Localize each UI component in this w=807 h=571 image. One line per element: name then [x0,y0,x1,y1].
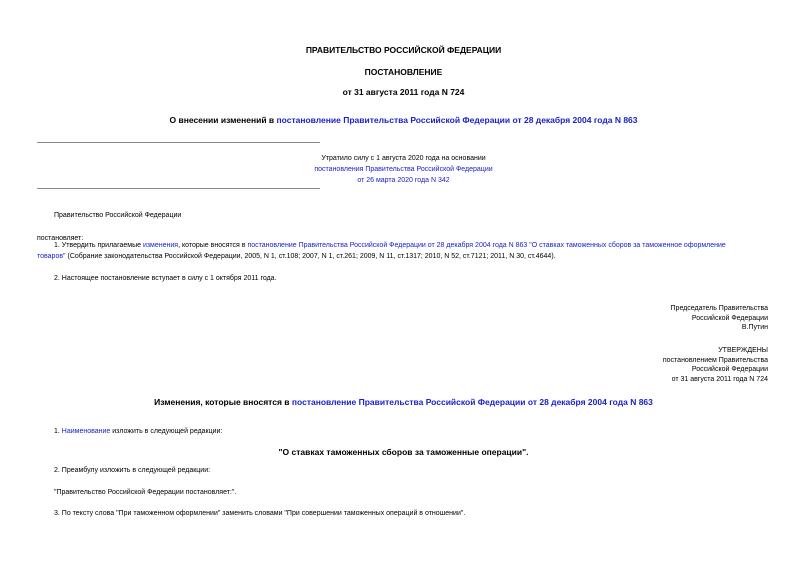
signature-line-2: Российской Федерации [691,314,768,322]
title-link[interactable]: постановление Правительства Российской Федерации от 28 декабря 2004 года N 863 [276,115,638,125]
p1-text-c: (Собрание законодательства Российской Федерации, 2005, N 1, ст.108; 2007, N 1, ст.261; 2009, N 11, ст.1317; 2010, N 52, ст.7121; 2011, N 30, ст.4644). [65,253,556,260]
change-item-2: 2. Преамбулу изложить в следующей редакции: [54,467,211,474]
p1-text-a: 1. Утвердить прилагаемые [54,242,143,249]
approved-line-2: постановлением Правительства [662,356,768,364]
preamble-text: "Правительство Российской Федерации постановляет:". [54,489,237,496]
government-name: Правительство Российской Федерации [54,212,182,219]
document-type: ПОСТАНОВЛЕНИЕ [364,67,443,77]
government-heading: ПРАВИТЕЛЬСТВО РОССИЙСКОЙ ФЕДЕРАЦИИ [305,45,502,55]
changes-title-prefix: Изменения, которые вносятся в [154,397,292,407]
decides-label: постановляет: [37,235,84,242]
notice-link-date[interactable]: от 26 марта 2020 года N 342 [357,177,450,184]
change-item-1 [54,427,222,437]
change-item-3: 3. По тексту слова "При таможенном оформлении" заменить словами "При совершении таможенных операций в отношении". [54,510,466,517]
document-date: от 31 августа 2011 года N 724 [342,87,465,97]
notice-line-1: Утратило силу с 1 августа 2020 года на основании [321,155,486,162]
approved-line-3: Российской Федерации [691,366,768,373]
repeal-notice [0,153,807,186]
item1-text: изложить в следующей редакции: [110,428,223,435]
paragraph-1-line-1 [54,241,726,251]
new-name-text: "О ставках таможенных сборов за таможенные операции". [278,447,529,457]
paragraph-1-line-2 [37,252,556,262]
approved-block [663,346,768,384]
item1-number: 1. [54,428,62,435]
decree-863-link[interactable]: постановление Правительства Российской Федерации от 28 декабря 2004 года N 863 "О ставках таможенных сборов за таможенное оформление [247,242,726,249]
changes-title-link[interactable]: постановление Правительства Российской Федерации от 28 декабря 2004 года N 863 [291,397,653,407]
p1-text-b: , которые вносятся в [178,242,248,249]
decree-863-link-cont[interactable]: товаров" [37,253,66,260]
signature-line-1: Председатель Правительства [670,305,768,312]
signature-block [671,304,768,333]
notice-top-rule [37,142,320,143]
title-prefix: О внесении изменений в [169,115,277,125]
approved-line-1: УТВЕРЖДЕНЫ [718,347,768,354]
notice-bottom-rule [37,188,320,189]
paragraph-2: 2. Настоящее постановление вступает в силу с 1 октября 2011 года. [54,275,277,282]
changes-link[interactable]: изменения [142,242,179,249]
approved-line-4: от 31 августа 2011 года N 724 [671,375,768,383]
signature-name: В.Путин [741,324,768,331]
document-title [0,115,807,125]
name-link[interactable]: Наименование [61,428,111,435]
changes-title [0,397,807,407]
notice-link-decree[interactable]: постановления Правительства Российской Федерации [314,166,493,173]
